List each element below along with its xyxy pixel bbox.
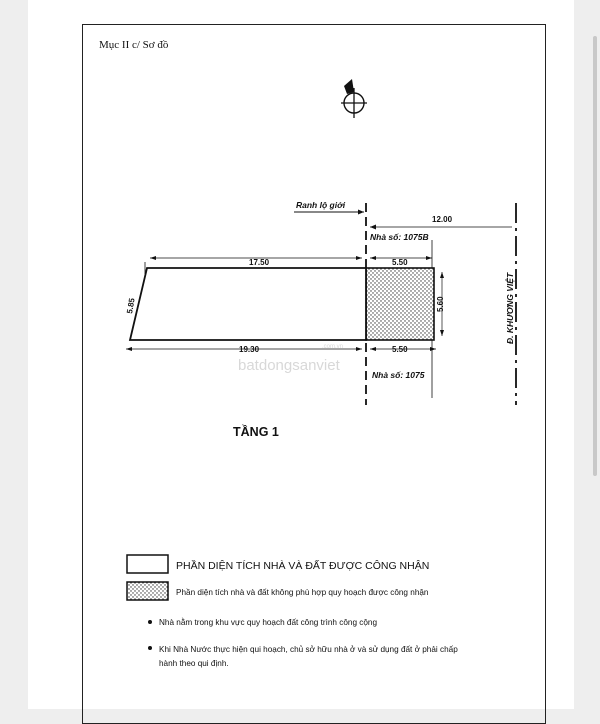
bullet-icon — [148, 620, 152, 624]
legend-swatch-not-compliant — [127, 582, 168, 600]
road-width-label: 12.00 — [432, 215, 453, 224]
watermark: batdongsanviet — [238, 357, 340, 374]
boundary-label: Ranh lộ giới — [296, 200, 346, 210]
floor-label: TẦNG 1 — [233, 425, 279, 439]
house-number-1075b: Nhà số: 1075B — [370, 232, 429, 242]
dim-bottom-left: 19.30 — [239, 345, 260, 354]
bullet-icon — [148, 646, 152, 650]
dim-left: 5.85 — [125, 297, 137, 315]
watermark-small: .com.vn — [322, 344, 344, 350]
note-2: Khi Nhà Nước thực hiện qui hoạch, chủ sở hữu nhà ở và sử dụng đất ở phải chấp — [159, 645, 458, 654]
dim-right: 5.60 — [436, 296, 445, 312]
dim-top-left: 17.50 — [249, 258, 270, 267]
recognized-area — [130, 268, 366, 340]
legend-recognized: PHẦN DIỆN TÍCH NHÀ VÀ ĐẤT ĐƯỢC CÔNG NHẬN — [176, 560, 430, 572]
dim-bottom-right: 5.50 — [392, 345, 408, 354]
road-name-label: Đ. KHƯƠNG VIỆT — [505, 272, 515, 344]
non-compliant-area — [366, 268, 434, 340]
note-2-continued: hành theo qui định. — [159, 659, 229, 668]
north-arrow-icon — [341, 79, 367, 118]
note-1: Nhà nằm trong khu vực quy hoạch đất công trình công cộng — [159, 618, 378, 627]
house-number-1075: Nhà số: 1075 — [372, 370, 425, 380]
legend-swatch-recognized — [127, 555, 168, 573]
section-heading: Mục II c/ Sơ đồ — [99, 39, 169, 51]
dim-top-right: 5.50 — [392, 258, 408, 267]
legend-not-compliant: Phần diện tích nhà và đất không phù hợp quy hoạch được công nhận — [176, 588, 429, 597]
